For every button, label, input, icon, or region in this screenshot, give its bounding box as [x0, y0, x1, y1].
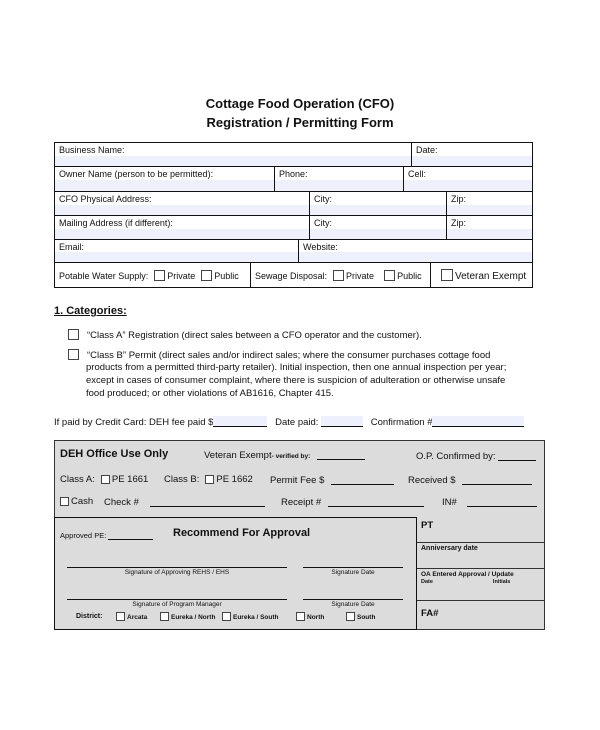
sewage-cell	[250, 262, 431, 288]
label: Class A:	[60, 474, 95, 485]
label: Sewage Disposal:	[255, 271, 328, 281]
veteran-cell	[430, 262, 533, 288]
rehs-date-line[interactable]	[303, 567, 403, 568]
label: CFO Physical Address:	[59, 194, 152, 204]
receipt-input[interactable]	[328, 496, 424, 507]
label: Veteran Exempt	[455, 271, 527, 282]
label: Public	[214, 271, 239, 281]
date-paid-input[interactable]	[321, 416, 363, 427]
label: Signature Date	[331, 569, 375, 576]
approved-pe-input[interactable]	[108, 529, 153, 540]
label: Cell:	[408, 169, 427, 179]
water-private-checkbox[interactable]	[154, 270, 165, 281]
class-b-text: food produced; or other violations of AB1616, Chapter 415.	[86, 388, 334, 399]
label: Potable Water Supply:	[59, 271, 149, 281]
label: FA#	[421, 608, 439, 619]
district-south-checkbox[interactable]	[346, 612, 355, 621]
label: Owner Name (person to be permitted):	[59, 169, 214, 179]
label: Signature Date	[331, 601, 375, 608]
label: Approved PE:	[60, 531, 107, 540]
label: OA Entered Approval / Update	[421, 571, 514, 578]
label: Mailing Address (if different):	[59, 218, 173, 228]
class-b-checkbox[interactable]	[68, 349, 79, 360]
label: City:	[314, 194, 332, 204]
class-a-text: “Class A” Registration (direct sales between a CFO operator and the customer).	[87, 330, 422, 341]
label: Private	[167, 271, 196, 281]
label: City:	[314, 218, 332, 228]
office-use-title: DEH Office Use Only	[60, 448, 169, 460]
label: Zip:	[451, 194, 467, 204]
check-input[interactable]	[150, 496, 265, 507]
label: Date:	[416, 145, 438, 155]
anniversary-cell[interactable]	[417, 542, 545, 569]
recommend-heading: Recommend For Approval	[173, 527, 311, 539]
mailing-zip-field[interactable]	[446, 215, 533, 240]
cash-checkbox[interactable]	[60, 497, 69, 506]
pm-signature-line[interactable]	[67, 599, 287, 600]
label: Anniversary date	[421, 545, 478, 552]
permit-fee-input[interactable]	[331, 474, 394, 485]
district-eureka-north-checkbox[interactable]	[160, 612, 169, 621]
zip-field[interactable]	[446, 191, 533, 216]
district-eureka-south-checkbox[interactable]	[222, 612, 231, 621]
pt-cell[interactable]	[417, 517, 545, 543]
water-supply-cell	[54, 262, 251, 288]
label: Received $	[408, 475, 456, 486]
date-paid-label: Date paid:	[275, 417, 319, 428]
district-arcata-checkbox[interactable]	[116, 612, 125, 621]
label: Eureka / North	[171, 614, 216, 621]
label: Website:	[303, 242, 338, 252]
label: Private	[346, 271, 375, 281]
fee-paid-input[interactable]	[213, 416, 267, 427]
email-field[interactable]	[54, 239, 299, 263]
label: Public	[397, 271, 422, 281]
label: Signature of Program Manager	[132, 601, 222, 608]
label: IN#	[442, 497, 457, 508]
label: South	[357, 614, 376, 621]
label: PE 1662	[216, 474, 253, 485]
label: Veteran Exempt	[204, 450, 272, 461]
label: Receipt #	[281, 497, 322, 508]
label: Business Name:	[59, 145, 125, 155]
fa-cell[interactable]	[417, 600, 545, 630]
label: North	[307, 614, 325, 621]
sewage-public-checkbox[interactable]	[384, 270, 395, 281]
label: Initials	[492, 579, 511, 585]
label: Arcata	[127, 614, 148, 621]
pm-date-line[interactable]	[303, 599, 403, 600]
oa-entered-cell[interactable]	[417, 568, 545, 601]
mailing-city-field[interactable]	[309, 215, 447, 240]
water-public-checkbox[interactable]	[201, 270, 212, 281]
received-input[interactable]	[462, 474, 532, 485]
confirmation-label: Confirmation #	[370, 417, 433, 428]
in-input[interactable]	[467, 496, 537, 507]
label: O.P. Confirmed by:	[416, 451, 496, 462]
business-name-field[interactable]	[54, 142, 412, 167]
form-subtitle: Registration / Permitting Form	[206, 115, 394, 130]
rehs-signature-line[interactable]	[67, 567, 287, 568]
categories-heading: 1. Categories:	[54, 305, 127, 317]
label: PE 1661	[111, 474, 149, 485]
label: Email:	[59, 242, 85, 252]
sewage-private-checkbox[interactable]	[333, 270, 344, 281]
label: District:	[76, 613, 103, 620]
physical-address-field[interactable]	[54, 191, 310, 216]
form-title: Cottage Food Operation (CFO)	[205, 96, 395, 111]
label: Cash	[71, 496, 94, 507]
website-field[interactable]	[298, 239, 533, 263]
pe1661-checkbox[interactable]	[101, 475, 110, 484]
date-field[interactable]	[411, 142, 533, 167]
fee-label: If paid by Credit Card: DEH fee paid $	[54, 417, 214, 428]
class-a-checkbox[interactable]	[68, 329, 79, 340]
label: Check #	[104, 497, 139, 508]
label: Signature of Approving REHS / EHS	[124, 569, 230, 576]
mailing-address-field[interactable]	[54, 215, 310, 240]
label: Phone:	[279, 169, 308, 179]
label: PT	[421, 520, 434, 531]
label: - verified by:	[271, 453, 311, 460]
verified-by-input[interactable]	[317, 449, 365, 460]
class-b-text: products from a permitted third-party retailer). Initial inspection, then one annual inspection per year;	[86, 362, 507, 373]
district-north-checkbox[interactable]	[296, 612, 305, 621]
label: Date	[421, 579, 433, 585]
confirmation-input[interactable]	[432, 416, 524, 427]
class-b-text: “Class B” Permit (direct sales and/or indirect sales; where the consumer purchases cottage food	[87, 350, 491, 361]
op-confirmed-input[interactable]	[498, 450, 536, 461]
phone-field[interactable]	[274, 166, 404, 192]
veteran-exempt-checkbox[interactable]	[441, 269, 453, 281]
label: Eureka / South	[233, 614, 279, 621]
label: Permit Fee $	[270, 475, 325, 486]
owner-name-field[interactable]	[54, 166, 275, 192]
pe1662-checkbox[interactable]	[205, 475, 214, 484]
class-b-text: except in cases of consumer complaint, where there is suspicion of adulteration or otherwise unsafe	[86, 375, 506, 386]
cell-field[interactable]	[403, 166, 533, 192]
city-field[interactable]	[309, 191, 447, 216]
label: Class B:	[164, 474, 200, 485]
label: Zip:	[451, 218, 467, 228]
